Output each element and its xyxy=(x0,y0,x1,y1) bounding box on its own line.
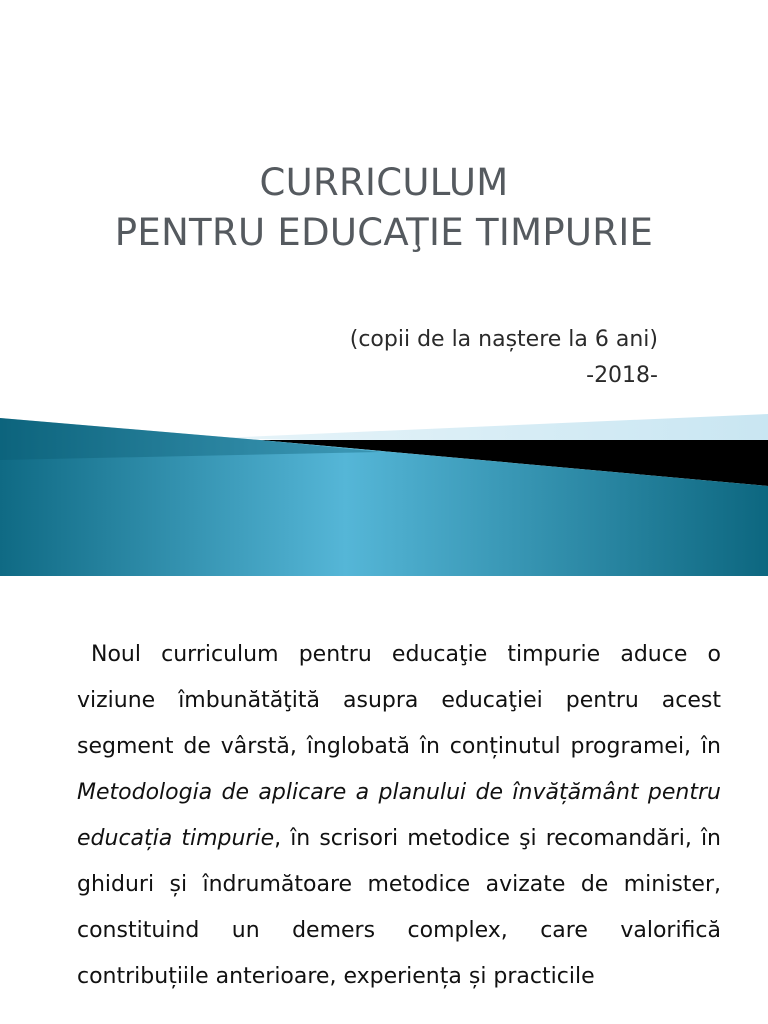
body-paragraph xyxy=(77,632,721,1000)
slide-subtitle xyxy=(350,322,658,394)
slide-subtitle-line-2: -2018- xyxy=(586,363,658,388)
slide-title-line-1: CURRICULUM xyxy=(259,161,509,204)
decorative-wave-band xyxy=(0,400,768,576)
body-text-italic: Metodologia de aplicare a planului de învățământ pentru educația timpurie xyxy=(77,780,721,851)
slide-subtitle-line-1: (copii de la naștere la 6 ani) xyxy=(349,327,658,352)
slide-title-line-2: PENTRU EDUCAŢIE TIMPURIE xyxy=(114,211,654,254)
body-text-part-1: Noul curriculum pentru educaţie timpurie aduce o viziune îmbunătăţită asupra educaţiei pentru acest segment de vârstă, înglobată în conținutul programei, în xyxy=(77,642,721,759)
pale-strip xyxy=(220,414,768,440)
slide-title xyxy=(0,158,768,258)
body-text-part-2: , în scrisori metodice şi recomandări, în ghiduri și îndrumătoare metodice avizate de minister, constituind un demers complex, care valorifică contribuțiile anterioare, experiența și practicile xyxy=(77,826,721,989)
